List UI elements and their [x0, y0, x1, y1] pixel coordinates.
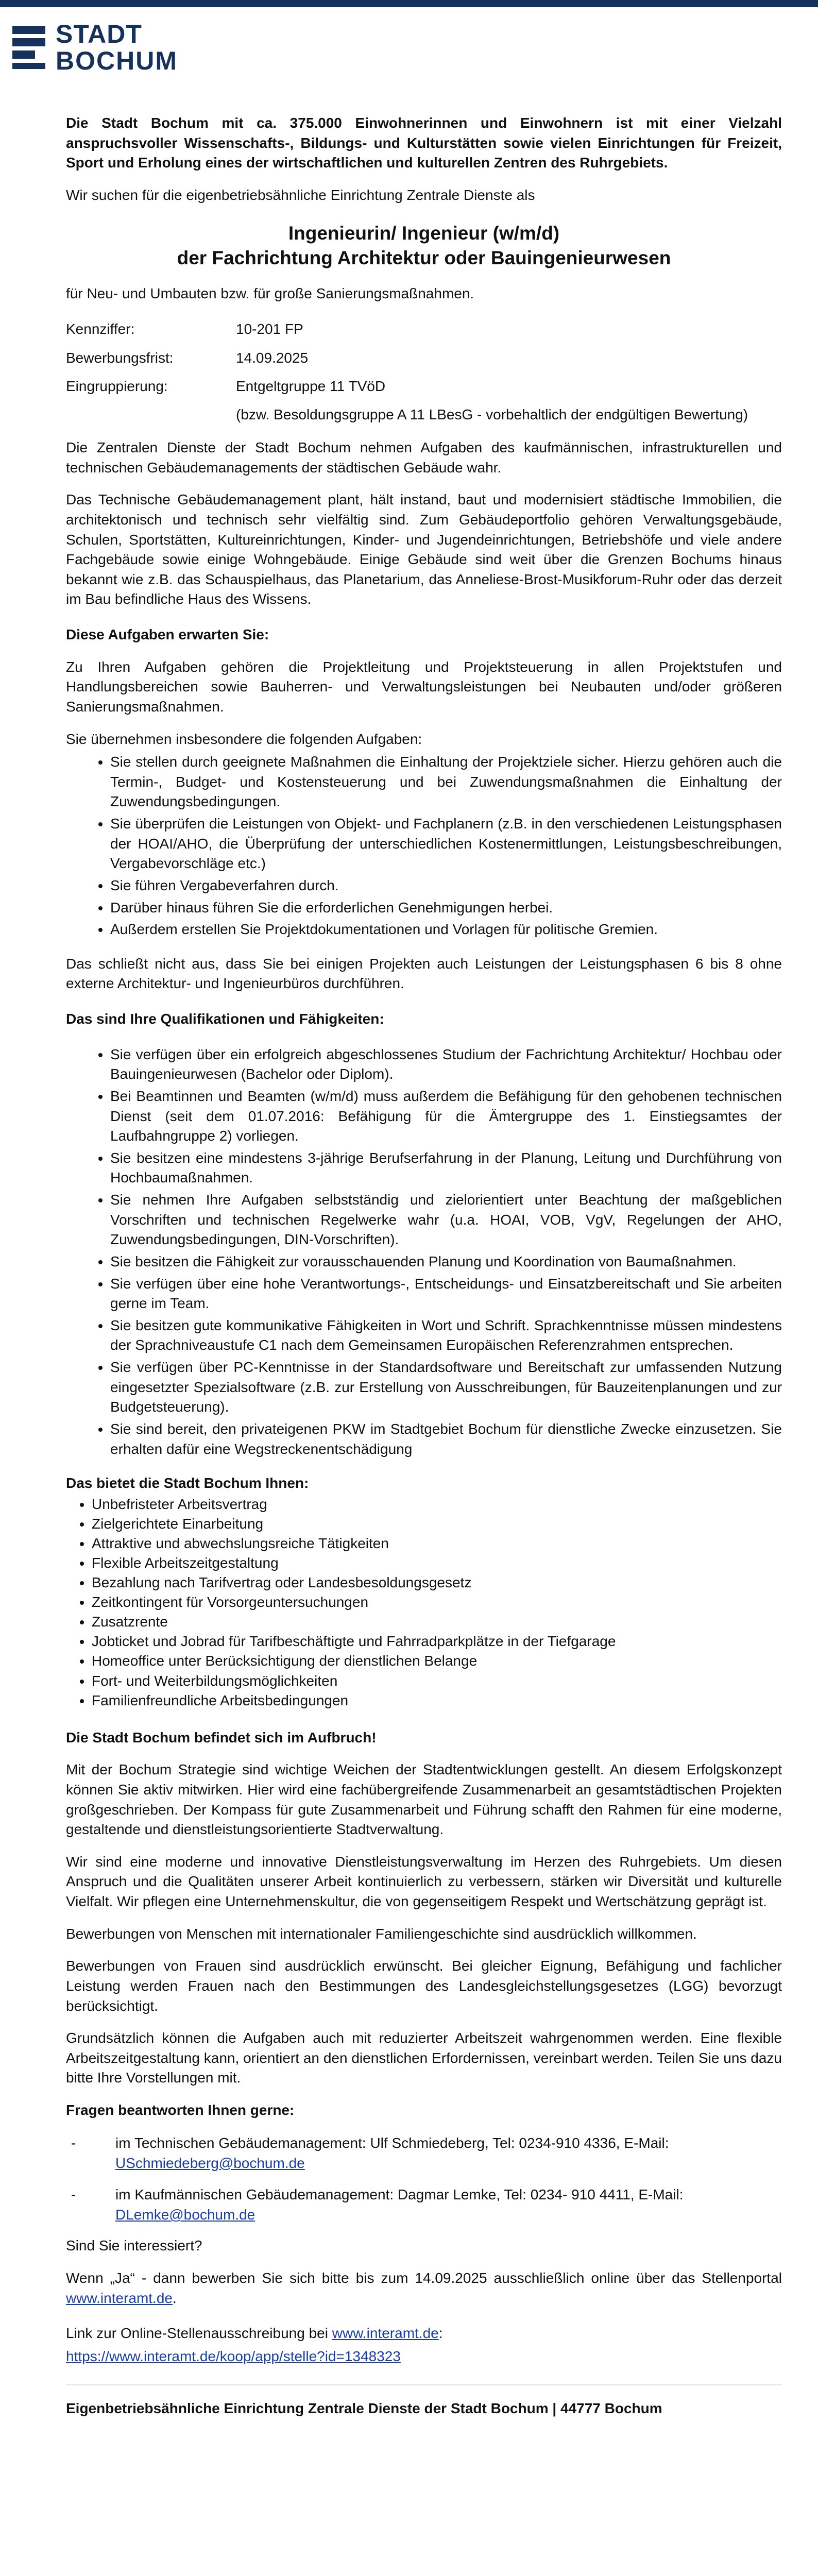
list-item: • Homeoffice unter Berücksichtigung der dienstlichen Belange	[92, 1651, 782, 1671]
interest-question: Sind Sie interessiert?	[66, 2238, 202, 2254]
upswing-paragraph-4: Bewerbungen von Frauen sind ausdrücklich erwünscht. Bei gleicher Eignung, Befähigung und fachlicher Leistung werden Frauen nach den Bestimmungen des Landesgleichstellungsgesetzes (LGG) bevorzugt berücksichtigt.	[66, 1958, 782, 2014]
list-item: • Bezahlung nach Tarifvertrag oder Landesbesoldungsgesetz	[92, 1573, 782, 1592]
upswing-paragraph-3: Bewerbungen von Menschen mit internationaler Familiengeschichte sind ausdrücklich willkommen.	[66, 1925, 697, 1942]
posting-url-link[interactable]: https://www.interamt.de/koop/app/stelle?id=1348323	[66, 2348, 401, 2364]
contact-2-text: im Kaufmännischen Gebäudemanagement: Dagmar Lemke, Tel: 0234- 910 4411, E-Mail:	[115, 2187, 684, 2203]
contact-2-email-link[interactable]: DLemke@bochum.de	[115, 2207, 255, 2223]
apply-paragraph: Wenn „Ja“ - dann bewerben Sie sich bitte bis zum 14.09.2025 ausschließlich online über das Stellenportal www.interamt.de.	[66, 2270, 782, 2306]
list-item: • Sie verfügen über PC-Kenntnisse in der Standardsoftware und Bereitschaft zur umfassenden Nutzung eingesetzter Spezialsoftware (z.B. zur Erstellung von Ausschreibungen, für Bauzeitenplanungen und zur Budgetsteuerung).	[110, 1358, 782, 1417]
intro-search-text: Wir suchen für die eigenbetriebsähnliche Einrichtung Zentrale Dienste als	[66, 187, 535, 203]
list-item: • Jobticket und Jobrad für Tarifbeschäftigte und Fahrradparkplätze in der Tiefgarage	[92, 1632, 782, 1651]
offer-list	[66, 1495, 782, 1710]
upswing-paragraph-1: Mit der Bochum Strategie sind wichtige Weichen der Stadtentwicklungen gestellt. An diesem Erfolgskonzept können Sie aktiv mitwirken. Hier wird eine fachübergreifende Zusammenarbeit an gesamtstädtischen Projekten großgeschrieben. Der Kompass für gute Zusammenarbeit und Führung schafft den Rahmen für eine moderne, gestaltende und dienstleistungsorientierte Stadtverwaltung.	[66, 1761, 782, 1838]
tasks-lead: Sie übernehmen insbesondere die folgenden Aufgaben:	[66, 731, 422, 747]
tasks-note: Das schließt nicht aus, dass Sie bei einigen Projekten auch Leistungen der Leistungsphasen 6 bis 8 ohne externe Architektur- und Ingenieurbüros durchführen.	[66, 955, 782, 992]
list-item: • Bei Beamtinnen und Beamten (w/m/d) muss außerdem die Befähigung für den gehobenen technischen Dienst (seit dem 01.07.2016: Befähigung für die Ämtergruppe des 1. Einstiegsamtes der Laufbahngruppe 2) vorliegen.	[110, 1087, 782, 1146]
contact-1	[66, 2133, 782, 2173]
list-item: • Unbefristeter Arbeitsvertrag	[92, 1495, 782, 1514]
list-item: • Sie besitzen gute kommunikative Fähigkeiten in Wort und Schrift. Sprachkenntnisse müssen mindestens der Sprachniveaustufe C1 nach dem Gemeinsamen Europäischen Referenzrahmen entsprechen.	[110, 1316, 782, 1355]
about-paragraph-2: Das Technische Gebäudemanagement plant, hält instand, baut und modernisiert städtische Immobilien, die architektonisch und technisch sehr vielfältig sind. Zum Gebäudeportfolio gehören Verwaltungsgebäude, Schulen, Sportstätten, Kultureinrichtungen, Kinder- und Jugendeinrichtungen, Betriebshöfe und viele andere Fachgebäude sowie einige Wohngebäude. Einige Gebäude sind weit über die Grenzen Bochums hinaus bekannt wie z.B. das Schauspielhaus, das Planetarium, das Anneliese-Brost-Musikforum-Ruhr oder das derzeit im Bau befindliche Haus des Wissens.	[66, 492, 782, 607]
logo-line-2: BOCHUM	[56, 46, 178, 75]
tasks-heading: Diese Aufgaben erwarten Sie:	[66, 626, 269, 643]
job-title	[66, 221, 782, 270]
logo-wordmark	[56, 21, 178, 74]
dash-marker: -	[71, 2187, 76, 2203]
list-item: • Zusatzrente	[92, 1612, 782, 1632]
list-item: • Attraktive und abwechslungsreiche Tätigkeiten	[92, 1534, 782, 1553]
bochum-emblem-icon	[12, 26, 45, 69]
offer-heading: Das bietet die Stadt Bochum Ihnen:	[66, 1475, 309, 1492]
fact-row: Eingruppierung: Entgeltgruppe 11 TVöD	[66, 378, 386, 394]
list-item: • Sie besitzen eine mindestens 3-jährige Berufserfahrung in der Planung, Leitung und Durchführung von Hochbaumaßnahmen.	[110, 1148, 782, 1188]
fact-row: Kennziffer: 10-201 FP	[66, 321, 303, 337]
list-item: • Sie führen Vergabeverfahren durch.	[110, 876, 782, 896]
list-item: • Sie nehmen Ihre Aufgaben selbstständig und zielorientiert unter Beachtung der maßgeblichen Vorschriften und technischen Regelwerke wahr (u.a. HOAI, VOB, VgV, Regelungen der AHO, Zuwendungsbedingungen, DIN-Vorschriften).	[110, 1190, 782, 1250]
facts-table	[66, 319, 782, 425]
top-brand-bar	[0, 0, 818, 7]
list-item: • Fort- und Weiterbildungsmöglichkeiten	[92, 1671, 782, 1691]
list-item: • Sie verfügen über eine hohe Verantwortungs-, Entscheidungs- und Einsatzbereitschaft und Sie arbeiten gerne im Team.	[110, 1274, 782, 1314]
list-item: • Familienfreundliche Arbeitsbedingungen	[92, 1691, 782, 1710]
contacts-heading: Fragen beantworten Ihnen gerne:	[66, 2102, 295, 2119]
online-link-label: Link zur Online-Stellenausschreibung bei www.interamt.de:	[66, 2325, 443, 2342]
contact-1-text: im Technischen Gebäudemanagement: Ulf Schmiedeberg, Tel: 0234-910 4336, E-Mail:	[115, 2134, 669, 2151]
list-item: • Sie stellen durch geeignete Maßnahmen die Einhaltung der Projektziele sicher. Hierzu gehören auch die Termin-, Budget- und Kostensteuerung und bei Zuwendungsmaßnahmen die Einhaltung der Zuwendungsbedingungen.	[110, 752, 782, 812]
list-item: • Außerdem erstellen Sie Projektdokumentationen und Vorlagen für politische Gremien.	[110, 920, 782, 940]
upswing-paragraph-2: Wir sind eine moderne und innovative Dienstleistungsverwaltung im Herzen des Ruhrgebiets. Um diesen Anspruch und die Qualitäten unserer Arbeit kontinuierlich zu verbessern, stärken wir Diversität und kulturelle Vielfalt. Wir pflegen eine Unternehmenskultur, die von gegenseitigem Respekt und Wertschätzung geprägt ist.	[66, 1853, 782, 1910]
list-item: • Zeitkontingent für Vorsorgeuntersuchungen	[92, 1592, 782, 1612]
list-item: • Darüber hinaus führen Sie die erforderlichen Genehmigungen herbei.	[110, 898, 782, 918]
stadt-bochum-logo	[12, 21, 178, 74]
upswing-paragraph-5: Grundsätzlich können die Aufgaben auch mit reduzierter Arbeitszeit wahrgenommen werden. Eine flexible Arbeitszeitgestaltung kann, orientiert an den dienstlichen Erfordernissen, vereinbart werden. Teilen Sie uns dazu bitte Ihre Vorstellungen mit.	[66, 2030, 782, 2086]
list-item: • Zielgerichtete Einarbeitung	[92, 1514, 782, 1534]
job-title-line-1: Ingenieurin/ Ingenieur (w/m/d)	[288, 222, 560, 244]
divider	[66, 2384, 782, 2385]
job-subtitle: für Neu- und Umbauten bzw. für große Sanierungsmaßnahmen.	[66, 285, 474, 301]
qualifications-list	[66, 1045, 782, 1460]
fact-row: Bewerbungsfrist: 14.09.2025	[66, 349, 309, 366]
posting-url	[66, 2347, 782, 2367]
job-title-line-2: der Fachrichtung Architektur oder Bauingenieurwesen	[177, 247, 671, 268]
logo-line-1: STADT	[56, 20, 142, 48]
main-content	[66, 113, 782, 2431]
list-item: • Flexible Arbeitszeitgestaltung	[92, 1553, 782, 1573]
tasks-list	[66, 752, 782, 940]
about-paragraph-1: Die Zentralen Dienste der Stadt Bochum nehmen Aufgaben des kaufmännischen, infrastrukturellen und technischen Gebäudemanagements der städtischen Gebäude wahr.	[66, 439, 782, 476]
list-item: • Sie verfügen über ein erfolgreich abgeschlossenes Studium der Fachrichtung Architektur/ Hochbau oder Bauingenieurwesen (Bachelor oder Diplom).	[110, 1045, 782, 1084]
interamt-link-2[interactable]: www.interamt.de	[332, 2325, 439, 2342]
list-item: • Sie besitzen die Fähigkeit zur vorausschauenden Planung und Koordination von Baumaßnahmen.	[110, 1252, 782, 1272]
upswing-heading: Die Stadt Bochum befindet sich im Aufbruch!	[66, 1729, 377, 1745]
contact-2	[66, 2184, 782, 2225]
list-item: • Sie sind bereit, den privateigenen PKW im Stadtgebiet Bochum für dienstliche Zwecke einzusetzen. Sie erhalten dafür eine Wegstreckenentschädigung	[110, 1419, 782, 1459]
qualifications-heading: Das sind Ihre Qualifikationen und Fähigkeiten:	[66, 1011, 384, 1027]
contact-1-email-link[interactable]: USchmiedeberg@bochum.de	[115, 2155, 305, 2171]
dash-marker: -	[71, 2134, 76, 2151]
tasks-intro: Zu Ihren Aufgaben gehören die Projektleitung und Projektsteuerung in allen Projektstufen und Handlungsbereichen sowie Bauherren- und Verwaltungsleistungen bei Neubauten und/oder größeren Sanierungsmaßnahmen.	[66, 658, 782, 715]
fact-row: (bzw. Besoldungsgruppe A 11 LBesG - vorbehaltlich der endgültigen Bewertung)	[236, 406, 748, 422]
interamt-link[interactable]: www.interamt.de	[66, 2290, 173, 2306]
list-item: • Sie überprüfen die Leistungen von Objekt- und Fachplanern (z.B. in den verschiedenen Leistungsphasen der HOAI/AHO, die Überprüfung der unterschiedlichen Kostenermittlungen, Leistungsbeschreibungen, Vergabevorschläge etc.)	[110, 814, 782, 874]
address-line: Eigenbetriebsähnliche Einrichtung Zentrale Dienste der Stadt Bochum | 44777 Bochum	[66, 2400, 662, 2416]
intro-paragraph: Die Stadt Bochum mit ca. 375.000 Einwohnerinnen und Einwohnern ist mit einer Vielzahl anspruchsvoller Wissenschafts-, Bildungs- und Kulturstätten sowie vielen Einrichtungen für Freizeit, Sport und Erholung eines der wirtschaftlichen und kulturellen Zentren des Ruhrgebiets.	[66, 115, 782, 171]
